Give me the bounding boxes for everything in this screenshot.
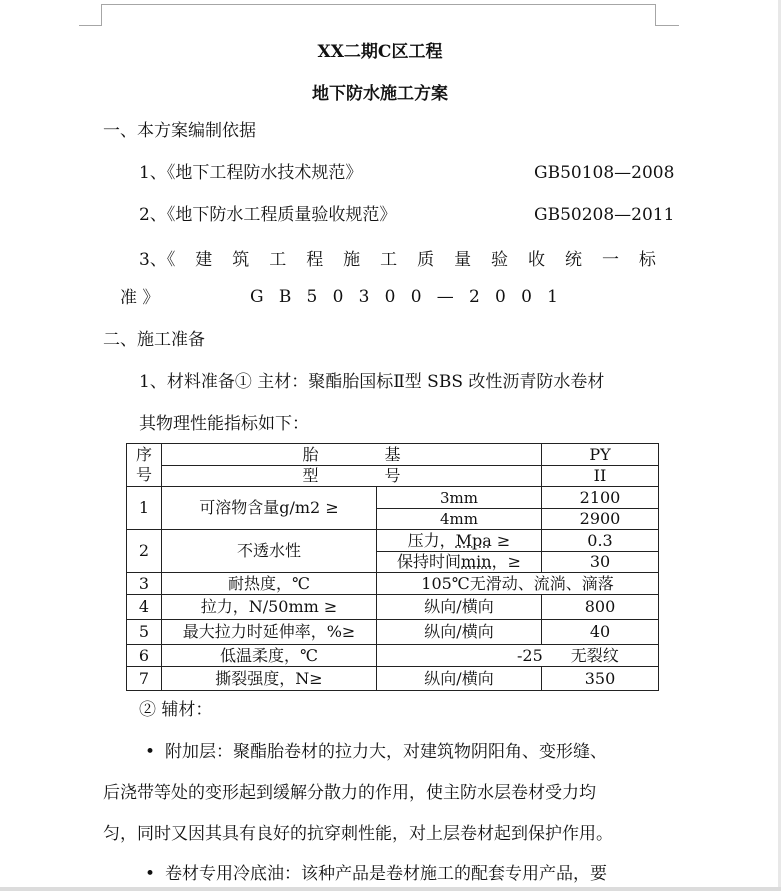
basis-item-3-char-10: 验 (491, 250, 509, 270)
row-2-sub-a (377, 530, 542, 552)
basis-item-3-char-12: 统 (564, 250, 582, 270)
bullet-1-text: 附加层：聚酯胎卷材的拉力大，对建筑物阴阳角、变形缝、 (165, 742, 607, 762)
header-type-cell (162, 466, 542, 487)
header-type-char-2: 号 (384, 466, 401, 485)
basis-item-3-char-5: 程 (306, 250, 324, 270)
header-seq-char-2: 号 (135, 465, 152, 484)
crop-mark-right-vertical (655, 4, 656, 26)
basis-item-3-char-8: 质 (417, 250, 435, 270)
row-2-sub-b-op: ，≥ (491, 552, 522, 571)
basis-item-3-code-char-1: G (250, 287, 264, 307)
crop-mark-left-vertical (101, 4, 102, 26)
row-2-val-a: 0.3 (542, 530, 659, 552)
row-6-span-result: 无裂纹 (570, 645, 619, 665)
basis-item-3-code-char-7: 0 (410, 287, 422, 307)
header-seq-char-1: 序 (135, 445, 152, 464)
basis-item-3-char-14: 标 (638, 250, 656, 270)
row-2-sub-a-unit: Mpa (455, 530, 492, 550)
basis-item-2-name: 2、《地下防水工程质量验收规范》 (139, 205, 397, 225)
basis-item-1-name: 1、《地下工程防水技术规范》 (139, 163, 363, 183)
basis-item-3-code-char-6: 0 (384, 287, 396, 307)
document-subtitle: 地下防水施工方案 (312, 84, 448, 104)
table-row (127, 530, 659, 552)
row-1-sub-a: 3mm (377, 487, 542, 509)
row-1-num: 1 (127, 487, 162, 530)
basis-item-3-code-char-2: B (278, 287, 292, 307)
basis-item-3-code-char-11: 0 (521, 287, 532, 307)
crop-mark-right-horizontal (655, 25, 679, 26)
basis-item-3-code-char-3: 5 (306, 287, 318, 307)
row-3-item: 耐热度，℃ (162, 573, 377, 595)
row-2-val-b: 30 (542, 552, 659, 573)
basis-item-3-line-2-lead: 准 》 (120, 288, 160, 308)
bottom-scroll-strip (0, 887, 781, 891)
row-4-num: 4 (127, 595, 162, 620)
row-3-num: 3 (127, 573, 162, 595)
row-1-val-a: 2100 (542, 487, 659, 509)
row-4-item: 拉力，N/50mm ≥ (162, 595, 377, 620)
bullet-1-line-2: 后浇带等处的变形起到缓解分散力的作用，使主防水层卷材受力均 (103, 783, 596, 803)
document-title: XX二期C区工程 (317, 42, 443, 62)
header-base-char-2: 基 (384, 444, 401, 464)
table-header-row-2 (127, 466, 659, 487)
table-row (127, 667, 659, 691)
basis-item-1-code: GB50108—2008 (534, 163, 675, 183)
bullet-1-line-1 (145, 741, 607, 763)
basis-item-3-char-4: 工 (269, 250, 287, 270)
header-type-char-1: 型 (302, 466, 319, 485)
row-2-sub-a-label: 压力， (407, 530, 456, 550)
row-2-num: 2 (127, 530, 162, 573)
header-base-cell (162, 444, 542, 466)
row-6-num: 6 (127, 645, 162, 667)
row-4-cond: 纵向/横向 (377, 595, 542, 620)
table-row (127, 645, 659, 667)
basis-item-3-char-11: 收 (528, 250, 546, 270)
row-5-item: 最大拉力时延伸率，%≥ (162, 620, 377, 645)
header-py-cell: PY (542, 444, 659, 466)
header-grade-cell: II (542, 466, 659, 487)
table-row (127, 595, 659, 620)
basis-item-3-code-char-10: 0 (495, 287, 506, 307)
row-2-item: 不透水性 (162, 530, 377, 573)
row-7-num: 7 (127, 667, 162, 691)
row-6-span-temp: -25 (517, 645, 543, 665)
row-2-sub-a-op: ≥ (491, 530, 511, 550)
basis-item-2-code: GB50208—2011 (534, 205, 675, 225)
basis-item-3-code-char-9: 2 (468, 287, 480, 307)
row-2-sub-b-unit: min (461, 552, 492, 571)
bullet-1-line-3: 匀，同时又因其具有良好的抗穿刺性能，对上层卷材起到保护作用。 (103, 824, 613, 844)
table-row (127, 620, 659, 645)
basis-item-3-char-1: 3、《 (139, 250, 176, 270)
basis-item-3-line-1 (139, 245, 656, 270)
header-seq-cell (127, 444, 162, 487)
basis-item-3-code-char-12: 1 (547, 287, 558, 307)
row-5-num: 5 (127, 620, 162, 645)
row-2-sub-b-label: 保持时间 (396, 552, 461, 571)
crop-mark-top-line (101, 4, 656, 5)
row-5-cond: 纵向/横向 (377, 620, 542, 645)
row-7-item: 撕裂强度，N≥ (162, 667, 377, 691)
bullet-2-text: 卷材专用冷底油：该种产品是卷材施工的配套专用产品，要 (165, 864, 607, 884)
row-3-span: 105℃无滑动、流淌、滴落 (377, 573, 659, 595)
basis-item-3-char-9: 量 (454, 250, 472, 270)
basis-item-3-char-2: 建 (195, 250, 213, 270)
header-base-char-1: 胎 (302, 444, 319, 464)
aux-heading: ② 辅材： (139, 700, 213, 720)
row-1-item: 可溶物含量g/m2 ≥ (162, 487, 377, 530)
row-7-cond: 纵向/横向 (377, 667, 542, 691)
bullet-symbol: • (145, 742, 156, 762)
row-6-span (377, 645, 659, 667)
section-1-heading: 一、本方案编制依据 (103, 121, 256, 141)
table-row (127, 487, 659, 509)
basis-item-3-code-char-5: 3 (358, 287, 370, 307)
basis-item-3-char-3: 筑 (232, 250, 250, 270)
row-4-val: 800 (542, 595, 659, 620)
bullet-2-line-1 (145, 863, 607, 885)
basis-item-3-char-13: 一 (601, 250, 619, 270)
table-header-row-1 (127, 444, 659, 466)
row-7-val: 350 (542, 667, 659, 691)
row-1-sub-b: 4mm (377, 509, 542, 530)
section-2-heading: 二、施工准备 (103, 330, 205, 350)
crop-mark-left-horizontal (79, 25, 102, 26)
basis-item-3-code-char-4: 0 (332, 287, 344, 307)
row-1-val-b: 2900 (542, 509, 659, 530)
material-line: 1、材料准备① 主材：聚酯胎国标Ⅱ型 SBS 改性沥青防水卷材 (139, 372, 605, 392)
row-6-item: 低温柔度，℃ (162, 645, 377, 667)
basis-item-3-char-6: 施 (343, 250, 361, 270)
row-2-sub-b (377, 552, 542, 573)
row-5-val: 40 (542, 620, 659, 645)
table-row (127, 573, 659, 595)
basis-item-3-code (250, 287, 558, 307)
basis-item-3-code-char-8: — (436, 287, 454, 307)
bullet-symbol: • (145, 864, 156, 884)
physical-properties-table (126, 443, 659, 691)
basis-item-3-char-7: 工 (380, 250, 398, 270)
table-intro: 其物理性能指标如下： (139, 414, 309, 434)
